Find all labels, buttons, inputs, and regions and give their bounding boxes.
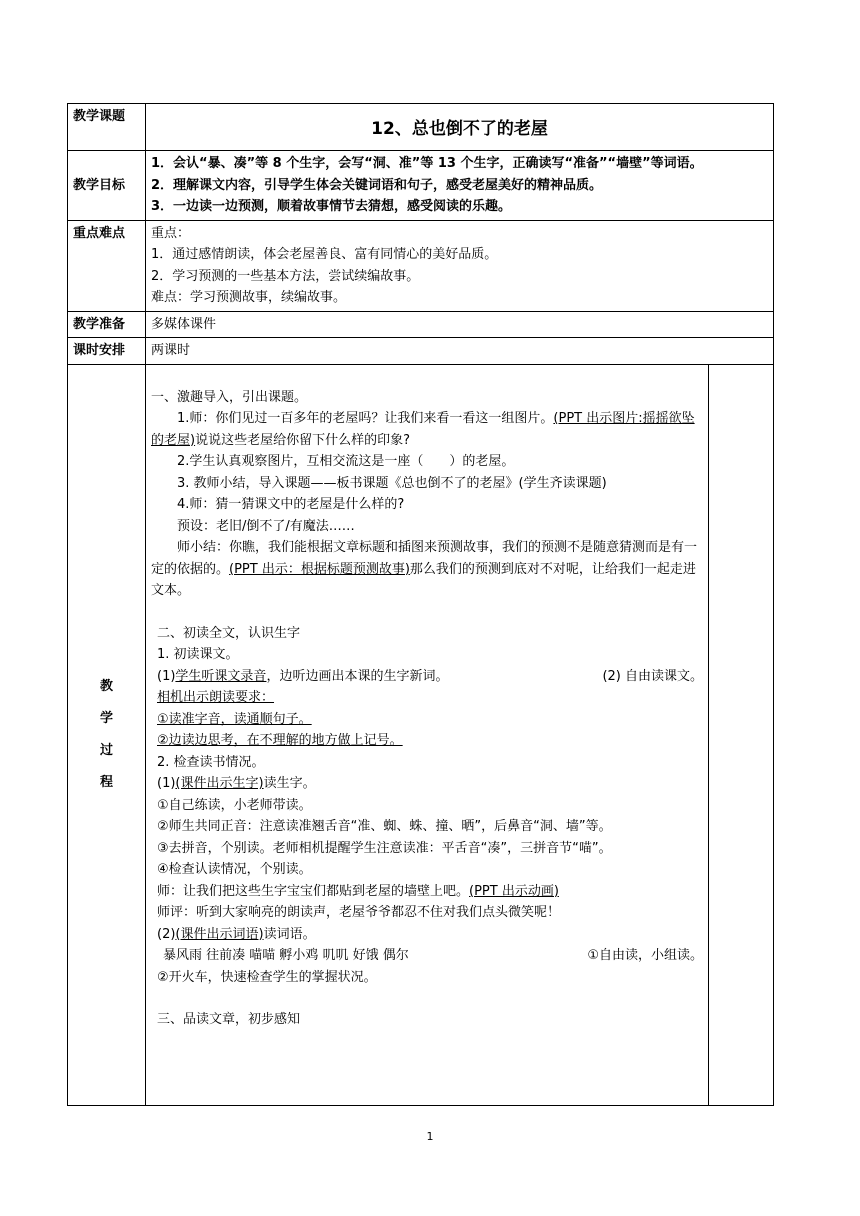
section-1-title: 一、激趣导入，引出课题。 [151, 389, 308, 405]
focus-line-3: 2．学习预测的一些基本方法，尝试续编故事。 [151, 268, 420, 284]
row-focus [68, 220, 774, 311]
row-prep [68, 311, 774, 338]
vocab-words: 暴风雨 往前凑 喵喵 孵小鸡 叽叽 好饿 偶尔 [163, 948, 409, 963]
goal-1: 1．会认“暴、凑”等 8 个生字，会写“洞、准”等 13 个生字，正确读写“准备”“墙壁”等词语。 [151, 156, 703, 171]
focus-line-1: 重点： [151, 225, 191, 241]
focus-line-4: 难点：学习预测故事，续编故事。 [151, 290, 347, 305]
process-label: 教 学 过 程 [68, 364, 146, 1105]
row-schedule [68, 338, 774, 365]
focus-line-2: 1．通过感情朗读，体会老屋善良、富有同情心的美好品质。 [151, 247, 498, 262]
lesson-title: 12、总也倒不了的老屋 [371, 119, 548, 139]
section-2-title: 二、初读全文，认识生字 [157, 625, 301, 641]
goal-2: 2．理解课文内容，引导学生体会关键词语和句子，感受老屋美好的精神品质。 [151, 177, 603, 193]
goal-3: 3．一边读一边预测，顺着故事情节去猜想，感受阅读的乐趣。 [151, 199, 512, 214]
focus-label: 重点难点 [68, 220, 146, 311]
notes-column [709, 364, 774, 1105]
row-process [68, 364, 774, 1105]
page-number: 1 [426, 1130, 434, 1143]
prep-label: 教学准备 [68, 311, 146, 338]
schedule-value: 两课时 [146, 338, 774, 365]
section-3-title: 三、品读文章，初步感知 [157, 1012, 301, 1027]
topic-label: 教学课题 [68, 104, 146, 151]
schedule-label: 课时安排 [68, 338, 146, 365]
lesson-plan-table [67, 103, 774, 1106]
row-topic [68, 104, 774, 151]
process-content: 一、激趣导入，引出课题。 1.师：你们见过一百多年的老屋吗？让我们来看一看这一组图片。(PPT 出示图片:摇摇欲坠的老屋)说说这些老屋给你留下什么样的印象? 2.学生认真观察图片，互相交流这是一座（ ）的老屋。 3. 教师小结，导入课题——板书课题《总也倒不了的老屋》(学生齐读课题) 4.师：猜一猜课文中的老屋是什么样的? 预设：老旧/倒不了/有魔法…… 师小结：你瞧，我们能根据文章标题和插图来预测故事，我们的预测不是随意猜测而是有一定的依据的。(PPT 出示：根据标题预测故事)那么我们的预测到底对不对呢，让给我们一起走进文本。 二、初读全文，认识生字 1. 初读课文。 (1)学生听课文录音，边听边画出本课的生字新词。 (2) 自由读课文。 相机出示朗读要求： ①读准字音，读通顺句子。 ②边读边思考，在不理解的地方做上记号。 2. 检查读书情况。 (1)(课件出示生字)读生字。 ①自己练读，小老师带读。 ②师生共同正音：注意读准翘舌音“准、蜘、蛛、撞、晒”，后鼻音“洞、墙”等。 ③去拼音，个别读。老师相机提醒学生注意读准：平舌音“凑”，三拼音节“喵”。 ④检查认读情况，个别读。 师：让我们把这些生字宝宝们都贴到老屋的墙壁上吧。(PPT 出示动画) 师评：听到大家响亮的朗读声，老屋爷爷都忍不住对我们点头微笑呢！ (2)(课件出示词语)读词语。 暴风雨 往前凑 喵喵 孵小鸡 叽叽 好饿 偶尔 ①自由读，小组读。 ②开火车，快速检查学生的掌握状况。 三、品读文章，初步感知 [146, 364, 709, 1105]
goals-label: 教学目标 [68, 151, 146, 221]
row-goals [68, 151, 774, 221]
prep-value: 多媒体课件 [146, 311, 774, 338]
